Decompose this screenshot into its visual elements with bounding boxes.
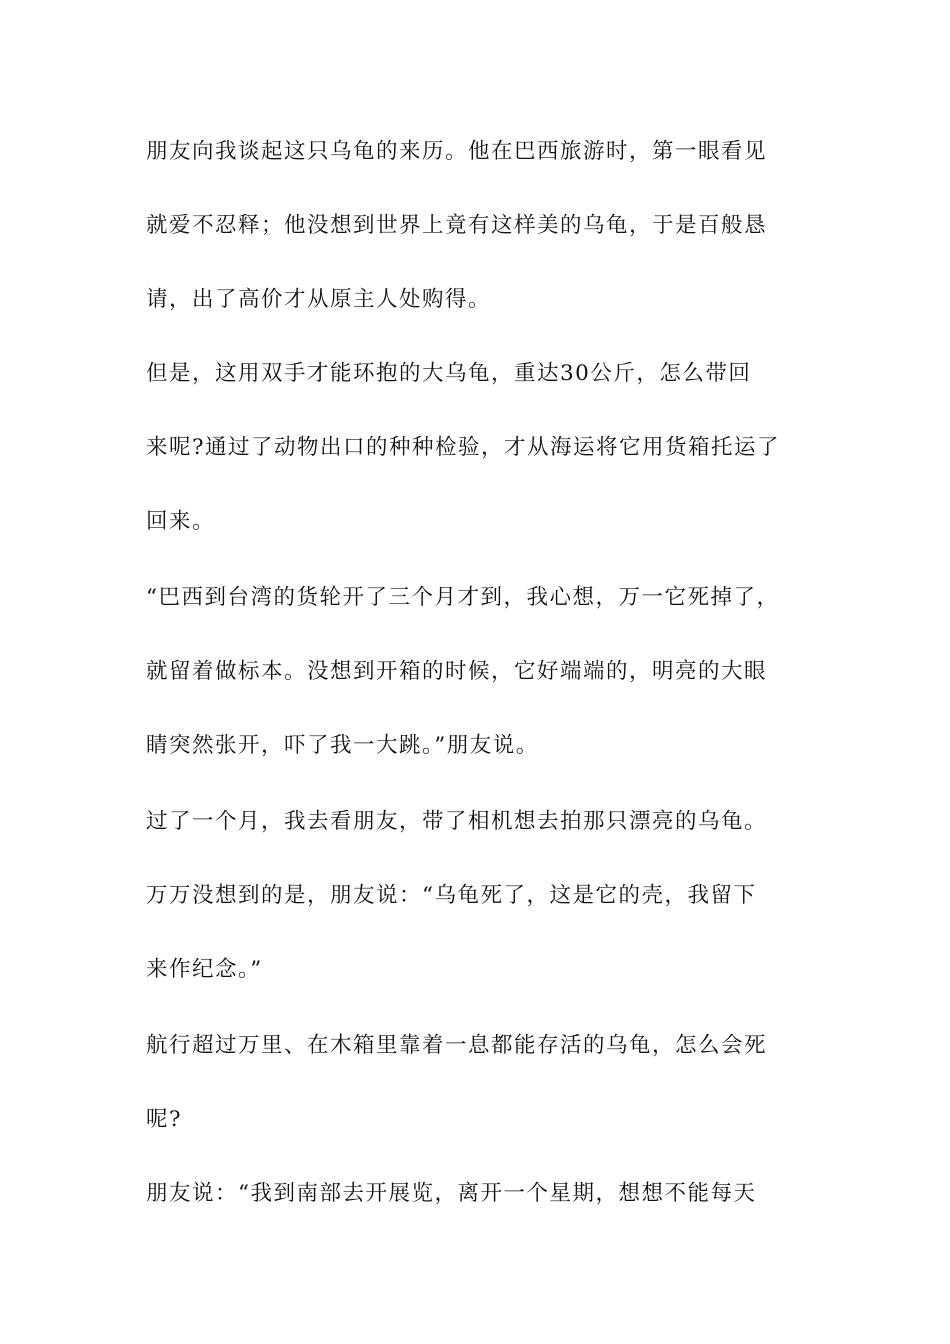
text-line-14: 呢? xyxy=(146,1107,183,1132)
text-line-6: 回来。 xyxy=(146,509,216,534)
text-line-4: 但是，这用双手才能环抱的大乌龟，重达30公斤，怎么带回 xyxy=(146,361,752,386)
text-line-12: 来作纪念。” xyxy=(146,957,263,982)
text-line-3: 请，出了高价才从原主人处购得。 xyxy=(146,287,492,312)
text-line-9: 睛突然张开，吓了我一大跳。”朋友说。 xyxy=(146,733,539,758)
text-line-1: 朋友向我谈起这只乌龟的来历。他在巴西旅游时，第一眼看见 xyxy=(146,139,768,164)
text-line-15: 朋友说：“我到南部去开展览，离开一个星期，想想不能每天 xyxy=(146,1181,757,1206)
text-line-7: “巴西到台湾的货轮开了三个月才到，我心想，万一它死掉了， xyxy=(146,585,780,610)
text-line-13: 航行超过万里、在木箱里靠着一息都能存活的乌龟，怎么会死 xyxy=(146,1033,768,1058)
text-line-5: 来呢?通过了动物出口的种种检验，才从海运将它用货箱托运了 xyxy=(146,435,781,460)
text-line-11: 万万没想到的是，朋友说：“乌龟死了，这是它的壳，我留下 xyxy=(146,883,757,908)
text-line-10: 过了一个月，我去看朋友，带了相机想去拍那只漂亮的乌龟。 xyxy=(146,809,768,834)
text-line-8: 就留着做标本。没想到开箱的时候，它好端端的，明亮的大眼 xyxy=(146,659,768,684)
text-line-2: 就爱不忍释；他没想到世界上竟有这样美的乌龟，于是百般恳 xyxy=(146,213,768,238)
